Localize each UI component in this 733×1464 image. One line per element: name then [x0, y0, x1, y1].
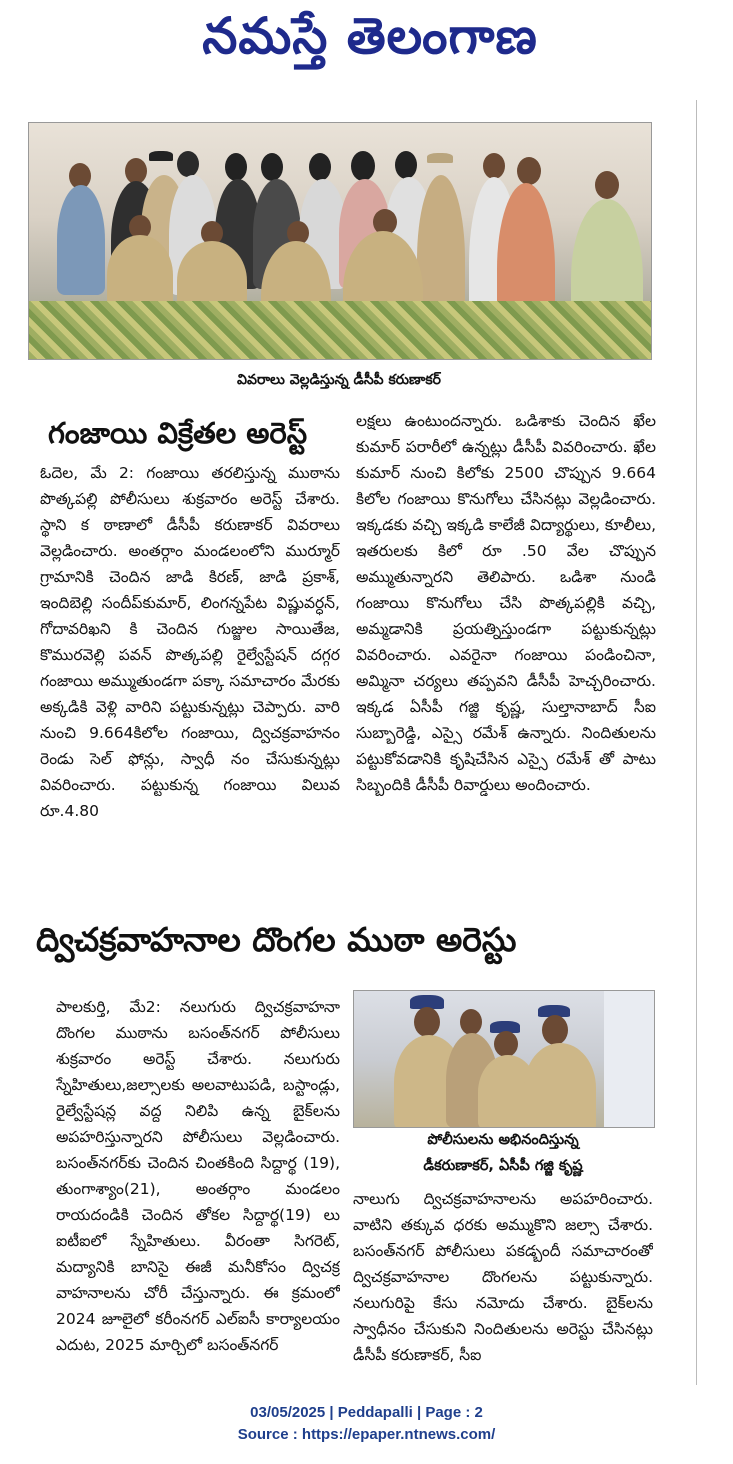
story-headline: గంజాయి విక్రేతల అరెస్ట్ [48, 416, 308, 450]
police-press-photo [28, 122, 652, 360]
story-paragraph: లక్షలు ఉంటుందన్నారు. ఒడిశాకు చెందిన ఖేల కుమార్ పరారీలో ఉన్నట్లు డీసీపీ వివరించారు. ఖేల కుమార్ నుంచి కిలోకు 2500 చొప్పున 9.664 కిలోల గంజాయి కొనుగోలు చేసినట్లు వెల్లడించారు. ఇక్కడకు వచ్చి ఇక్కడి కాలేజీ విద్యార్థులు, కూలీలు, ఇతరులకు కిలో రూ .50 వేల చొప్పున అమ్ముతున్నారని తెలిపారు. ఒడిశా నుండి గంజాయి కొనుగోలు చేసి పొత్కపల్లికి వచ్చి, అమ్మడానికి ప్రయత్నిస్తుండగా పట్టుకున్నట్లు వివరించారు. ఎవరైనా గంజాయి పండించినా, అమ్మినా చర్యలు తప్పవని డీసీపీ హెచ్చరించారు. ఇక్కడ ఏసీపీ గజ్జి కృష్ణ, సుల్తానాబాద్ సీఐ సుబ్బారెడ్డి, ఎస్సై రమేశ్ ఉన్నారు. నిందితులను పట్టుకోవడానికి కృషిచేసిన ఎస్సై రమేశ్ తో పాటు సిబ్బందికి డీసీపీ రివార్డులు అందించారు. [356, 412, 656, 794]
column-rule [696, 100, 697, 1385]
story-body-column [353, 1186, 653, 1382]
police-felicitation-photo [353, 990, 655, 1128]
photo-caption: డీకరుణాకర్, ఏసీపీ గజ్జి కృష్ణ [423, 1158, 583, 1174]
footer-source: Source : https://epaper.ntnews.com/ [237, 1426, 496, 1443]
story-paragraph: ఓదెల, మే 2: గంజాయి తరలిస్తున్న ముఠాను పొత్కపల్లి పోలీసులు శుక్రవారం అరెస్ట్ చేశారు. స్థాని క ఠాణాలో డీసీపీ కరుణాకర్ వివరాలు వెల్లడించారు. అంతర్గాం మండలంలోని ముర్మూర్ గ్రామానికి చెందిన జాడి కిరణ్, జాడి ప్రకాశ్, ఇందిబెల్లి సందీప్‌కుమార్, లింగన్నపేట విష్ణువర్ధన్, గోదావరిఖని కి చెందిన గుజ్జుల సాయితేజ, కొమురవెల్లి పవన్ పొత్కపల్లి రైల్వేస్టేషన్ దగ్గర గంజాయి అమ్ముతుండగా పక్కా సమాచారం మేరకు అక్కడికి వెళ్లి వారిని పట్టుకున్నట్లు చెప్పారు. వారి నుంచి 9.664కిలోల గంజాయి, ద్విచక్రవాహనం రెండు సెల్ ఫోన్లు, స్వాధీ నం చేసుకున్నట్లు వివరించారు. పట్టుకున్న గంజాయి విలువ రూ.4.80 [40, 464, 340, 820]
photo-caption: పోలీసులను అభినందిస్తున్న [427, 1132, 579, 1148]
story-body-column [56, 994, 340, 1382]
story-body-column [40, 460, 340, 824]
story-paragraph: నాలుగు ద్విచక్రవాహనాలను అపహరించారు. వాటిని తక్కువ ధరకు అమ్ముకొని జల్సా చేశారు. బసంత్‌నగర్ పోలీసులు పకడ్బందీ సమాచారంతో ద్విచక్రవాహనాల దొంగలను పట్టుకున్నారు. నలుగురిపై కేసు నమోదు చేశారు. బైక్‌లను స్వాధీనం చేసుకుని నిందితులను అరెస్టు చేసినట్లు డీసీపీ కరుణాకర్, సీఐ [353, 1190, 653, 1364]
story-body-column [356, 408, 656, 798]
story-headline: ద్విచక్రవాహనాల దొంగల ముఠా అరెస్టు [36, 920, 517, 959]
photo-caption: వివరాలు వెల్లడిస్తున్న డీసీపీ కరుణాకర్ [237, 372, 441, 388]
newspaper-masthead: నమస్తే తెలంగాణ [202, 6, 538, 65]
footer-dateline: 03/05/2025 | Peddapalli | Page : 2 [250, 1404, 483, 1421]
story-paragraph: పాలకుర్తి, మే2: నలుగురు ద్విచక్రవాహనా దొంగల ముఠాను బసంత్‌నగర్ పోలీసులు శుక్రవారం అరెస్ట్ చేశారు. నలుగురు స్నేహితులు,జల్సాలకు అలవాటుపడి, బస్టాండ్లు, రైల్వేస్టేషన్ల వద్ద నిలిపి ఉన్న బైక్‌లను అపహరిస్తున్నారని పోలీసులు వెల్లడించారు. బసంత్‌నగర్‌కు చెందిన చింతకింది సిద్దార్థ (19), తుంగాశ్యాం(21), అంతర్గాం మండలం రాయదండికి చెందిన తోకల సిద్దార్థ(19) లు ఐటీఐలో స్నేహితులు. వీరంతా సిగరెట్, మద్యానికి బానిసై ఈజీ మనీకోసం ద్విచక్ర వాహనాలను చోరీ చేస్తున్నారు. ఈ క్రమంలో 2024 జూలైలో కరీంనగర్ ఎల్ఐసీ కార్యాలయం ఎదుట, 2025 మార్చిలో బసంత్‌నగర్ [56, 998, 340, 1354]
